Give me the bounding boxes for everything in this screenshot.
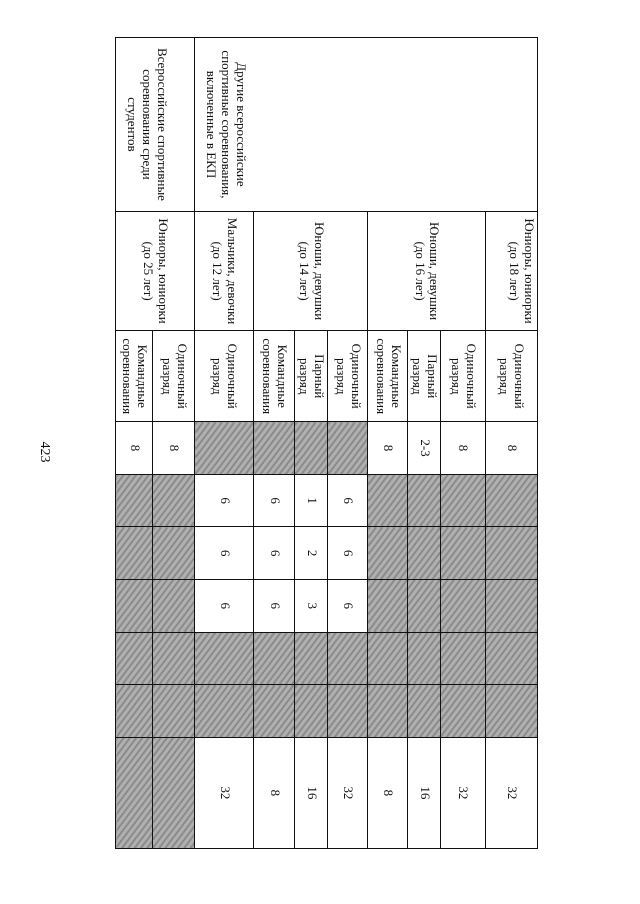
value-cell [408,685,441,738]
value-cell [328,632,368,685]
discipline-cell: Парный разряд [295,331,328,422]
discipline-cell: Одиночный разряд [486,331,538,422]
age-cell: Юниоры, юниорки (до 18 лет) [486,211,538,330]
discipline-cell: Парный разряд [408,331,441,422]
value-cell: 8 [486,422,538,475]
value-cell [295,422,328,475]
value-cell [153,474,195,527]
value-cell [441,474,486,527]
discipline-cell: Командные соревнования [368,331,408,422]
value-cell: 6 [328,527,368,580]
total-cell: 32 [195,737,254,848]
discipline-cell: Командные соревнования [254,331,295,422]
value-cell [368,632,408,685]
total-cell: 16 [295,737,328,848]
discipline-cell: Одиночный разряд [195,331,254,422]
value-cell: 8 [153,422,195,475]
table-row [153,38,195,849]
value-cell [195,422,254,475]
discipline-cell: Командные соревнования [116,331,153,422]
value-cell [441,685,486,738]
total-cell: 16 [408,737,441,848]
total-cell: 32 [328,737,368,848]
value-cell [408,579,441,632]
value-cell [295,632,328,685]
value-cell [295,685,328,738]
value-cell [153,527,195,580]
value-cell [486,579,538,632]
value-cell [254,632,295,685]
value-cell [116,527,153,580]
value-cell [408,527,441,580]
age-cell: Юниоры, юниорки (до 25 лет) [116,211,195,330]
value-cell: 6 [195,474,254,527]
value-cell: 6 [254,474,295,527]
total-cell: 32 [486,737,538,848]
value-cell: 6 [254,527,295,580]
value-cell: 2-3 [408,422,441,475]
value-cell: 6 [195,527,254,580]
value-cell [368,474,408,527]
value-cell: 2 [295,527,328,580]
value-cell [116,474,153,527]
age-cell: Мальчики, девочки (до 12 лет) [195,211,254,330]
value-cell [408,632,441,685]
value-cell [116,579,153,632]
total-cell: 8 [368,737,408,848]
value-cell: 6 [195,579,254,632]
value-cell: 6 [328,579,368,632]
value-cell [328,422,368,475]
value-cell: 1 [295,474,328,527]
value-cell [368,685,408,738]
value-cell [486,685,538,738]
value-cell [153,579,195,632]
rotated-table-frame [120,37,538,849]
category-cell: Другие всероссийские спортивные соревнования, включенные в ЕКП [195,38,538,212]
total-cell: 32 [441,737,486,848]
age-cell: Юноши, девушки (до 14 лет) [254,211,368,330]
age-cell: Юноши, девушки (до 16 лет) [368,211,486,330]
value-cell [153,632,195,685]
competitions-table [115,37,538,849]
value-cell [486,474,538,527]
total-cell: 8 [254,737,295,848]
value-cell: 8 [368,422,408,475]
value-cell [441,579,486,632]
value-cell [195,632,254,685]
value-cell [368,579,408,632]
value-cell [116,632,153,685]
value-cell [116,685,153,738]
value-cell [254,685,295,738]
value-cell: 3 [295,579,328,632]
value-cell [195,685,254,738]
total-cell [153,737,195,848]
value-cell: 6 [254,579,295,632]
table-container [120,37,538,849]
value-cell: 8 [441,422,486,475]
value-cell: 6 [328,474,368,527]
discipline-cell: Одиночный разряд [153,331,195,422]
value-cell [368,527,408,580]
discipline-cell: Одиночный разряд [441,331,486,422]
value-cell [441,632,486,685]
value-cell [153,685,195,738]
value-cell [486,632,538,685]
value-cell [328,685,368,738]
value-cell [441,527,486,580]
value-cell [486,527,538,580]
value-cell [408,474,441,527]
category-cell: Всероссийские спортивные соревнования среди студентов [116,38,195,212]
value-cell [254,422,295,475]
discipline-cell: Одиночный разряд [328,331,368,422]
page-number: 423 [37,441,52,463]
total-cell [116,737,153,848]
table-row [486,38,538,849]
value-cell: 8 [116,422,153,475]
